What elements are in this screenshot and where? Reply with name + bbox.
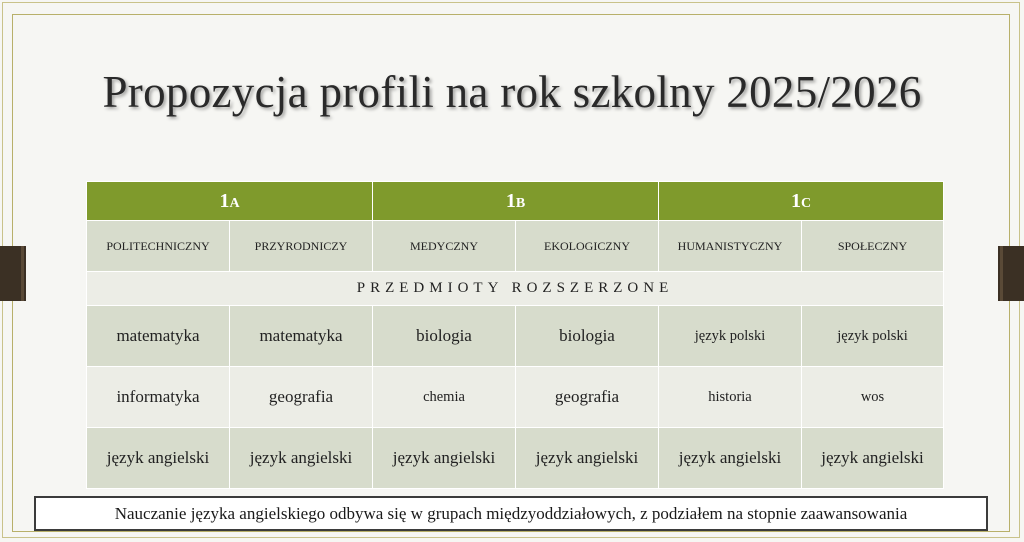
table-row xyxy=(87,428,944,489)
subject-cell: język polski xyxy=(802,306,944,367)
subject-cell: wos xyxy=(802,367,944,428)
subject-cell: biologia xyxy=(373,306,516,367)
profile-cell: PRZYRODNICZY xyxy=(230,221,373,272)
subject-cell: język angielski xyxy=(659,428,802,489)
section-row xyxy=(87,272,944,306)
profile-cell: POLITECHNICZNY xyxy=(87,221,230,272)
subject-cell: chemia xyxy=(373,367,516,428)
profiles-row xyxy=(87,221,944,272)
class-header-row xyxy=(87,182,944,221)
subject-cell: informatyka xyxy=(87,367,230,428)
subject-cell: język angielski xyxy=(373,428,516,489)
subject-cell: język angielski xyxy=(516,428,659,489)
subject-cell: geografia xyxy=(516,367,659,428)
class-header-1b: 1B xyxy=(373,182,659,221)
footnote-box: Nauczanie języka angielskiego odbywa się w grupach międzyoddziałowych, z podziałem na stopnie zaawansowania xyxy=(34,496,988,531)
profile-cell: MEDYCZNY xyxy=(373,221,516,272)
class-header-1c: 1C xyxy=(659,182,944,221)
page-title: Propozycja profili na rok szkolny 2025/2026 xyxy=(102,67,922,117)
table-row xyxy=(87,306,944,367)
profile-cell: HUMANISTYCZNY xyxy=(659,221,802,272)
left-frame-tab xyxy=(0,246,26,301)
subject-cell: matematyka xyxy=(87,306,230,367)
class-header-1a: 1A xyxy=(87,182,373,221)
subject-cell: język angielski xyxy=(87,428,230,489)
profiles-table xyxy=(86,181,944,489)
subject-cell: język angielski xyxy=(230,428,373,489)
subject-cell: język polski xyxy=(659,306,802,367)
right-frame-tab xyxy=(998,246,1024,301)
profile-cell: EKOLOGICZNY xyxy=(516,221,659,272)
section-label: PRZEDMIOTY ROZSZERZONE xyxy=(87,272,944,306)
table-row xyxy=(87,367,944,428)
subject-cell: matematyka xyxy=(230,306,373,367)
profile-cell: SPOŁECZNY xyxy=(802,221,944,272)
subject-cell: historia xyxy=(659,367,802,428)
subject-cell: język angielski xyxy=(802,428,944,489)
subject-cell: biologia xyxy=(516,306,659,367)
subject-cell: geografia xyxy=(230,367,373,428)
